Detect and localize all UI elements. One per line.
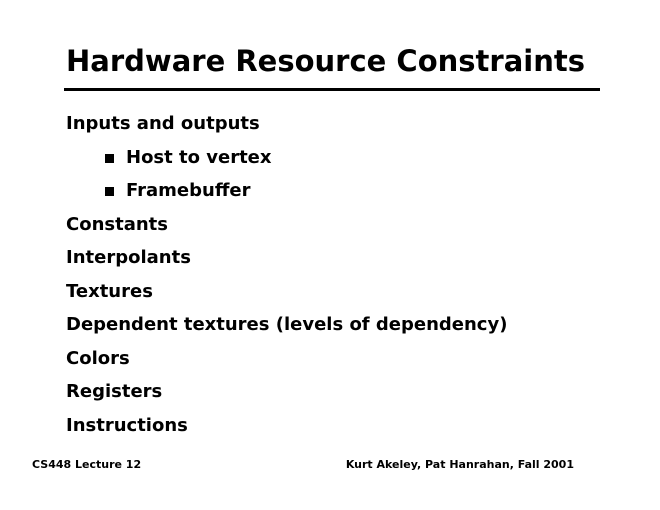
bullet-text: Dependent textures (levels of dependency) bbox=[66, 314, 508, 335]
bullet-text: Constants bbox=[66, 213, 168, 235]
bullet-text: Textures bbox=[66, 280, 153, 302]
bullet-item bbox=[66, 112, 507, 146]
bullet-item bbox=[66, 313, 507, 347]
square-bullet-icon bbox=[105, 154, 114, 163]
bullet-text: Instructions bbox=[66, 414, 188, 436]
bullet-item bbox=[66, 347, 507, 381]
footer-authors: Kurt Akeley, Pat Hanrahan, Fall 2001 bbox=[345, 458, 574, 471]
footer-course: CS448 Lecture 12 bbox=[32, 458, 142, 471]
bullet-text: Host to vertex bbox=[126, 146, 272, 168]
square-bullet-icon bbox=[105, 187, 114, 196]
bullet-item bbox=[66, 414, 507, 448]
bullet-item bbox=[66, 246, 507, 280]
bullet-item bbox=[66, 213, 507, 247]
slide-title: Hardware Resource Constraints bbox=[66, 44, 585, 78]
bullet-text: Framebuffer bbox=[126, 180, 251, 201]
bullet-text: Inputs and outputs bbox=[66, 113, 260, 134]
sub-bullet-item bbox=[66, 179, 507, 213]
title-divider bbox=[64, 88, 600, 91]
bullet-text: Colors bbox=[66, 347, 130, 369]
bullet-item bbox=[66, 380, 507, 414]
bullet-item bbox=[66, 280, 507, 314]
bullet-list bbox=[66, 112, 507, 447]
bullet-text: Interpolants bbox=[66, 247, 191, 268]
bullet-text: Registers bbox=[66, 381, 163, 402]
sub-bullet-item bbox=[66, 146, 507, 180]
